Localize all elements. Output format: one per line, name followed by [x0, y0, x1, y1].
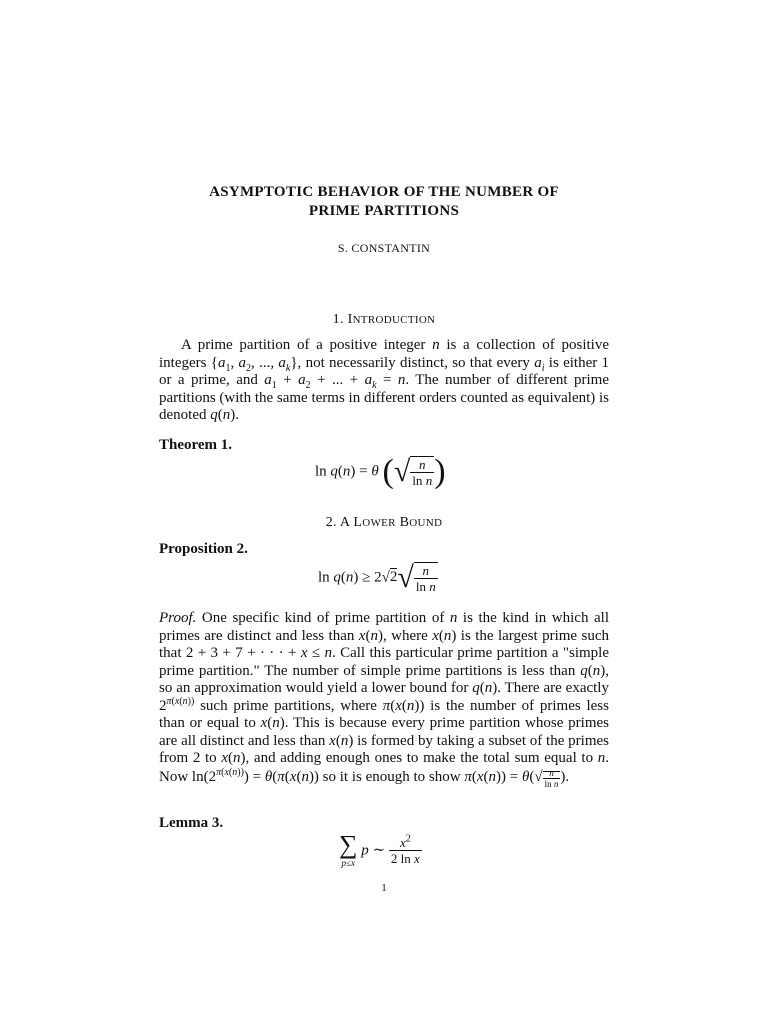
proposition-2-label: Proposition 2.: [159, 541, 248, 557]
theorem-1-equation: ln q(n) = θ (√ $\frac{n}{\text{ln n}}$ ): [315, 453, 446, 490]
title-line-2: PRIME PARTITIONS: [308, 203, 460, 219]
lemma-3-equation: ∑ p≤x p ∼ $\frac{x^2}{\text{2 ln x}}$: [339, 830, 420, 868]
page-number: 1: [381, 882, 387, 894]
title-line-1: ASYMPTOTIC BEHAVIOR OF THE NUMBER OF: [209, 184, 559, 200]
theorem-1-label: Theorem 1.: [159, 437, 233, 453]
proposition-2-equation: ln q(n) ≥ 2√2√ $\frac{n}{\text{ln n}}$: [318, 561, 436, 594]
proof-paragraph: Proof. One specific kind of prime partition of n is the kind in which all primes are distinct and less than x(n), where x(n) is the largest prime such that 2 + 3 + 7 + · · · + x ≤ n. Call this particular prime partition a "simple prime partition." The number of simple prime partitions is less than q(n), so an approximation would yield a lower bound for q(n). There are exactly $2^{\pi(x(n))}$ such prime partitions, where π(x(n)) is the number of primes less than or equal to x(n). This is because every prime partition whose primes are all distinct and less than x(n) is formed by taking a subset of the primes from 2 to x(n), and adding enough ones to make the total sum equal to n. Now $\ln(2^{\pi(x(n))}) = \theta(\pi(x(n))$ so it is enough to show π(x(n)) = θ(√ $\frac{n}{\text{ln n}}$ ).: [159, 610, 609, 789]
author: S. CONSTANTIN: [337, 241, 431, 255]
proof-label: Proof.: [159, 610, 197, 626]
lemma-3-label: Lemma 3.: [159, 815, 224, 831]
intro-paragraph: A prime partition of a positive integer n is a collection of positive integers {$a_1$, $a_2$, ..., $a_k$}, not necessarily distinct, so that every $a_i$ is either 1 or a prime, and $a_1 + a_2$ + ... + $a_k = n$. The number of different prime partitions (with the same terms in different orders counted as equivalent) is denoted q(n).: [159, 337, 610, 423]
paper-title: [0, 183, 768, 221]
section-heading-lower-bound: 2. A LOWER BOUND: [325, 515, 443, 530]
section-heading-introduction: 1. INTRODUCTION: [332, 312, 436, 327]
